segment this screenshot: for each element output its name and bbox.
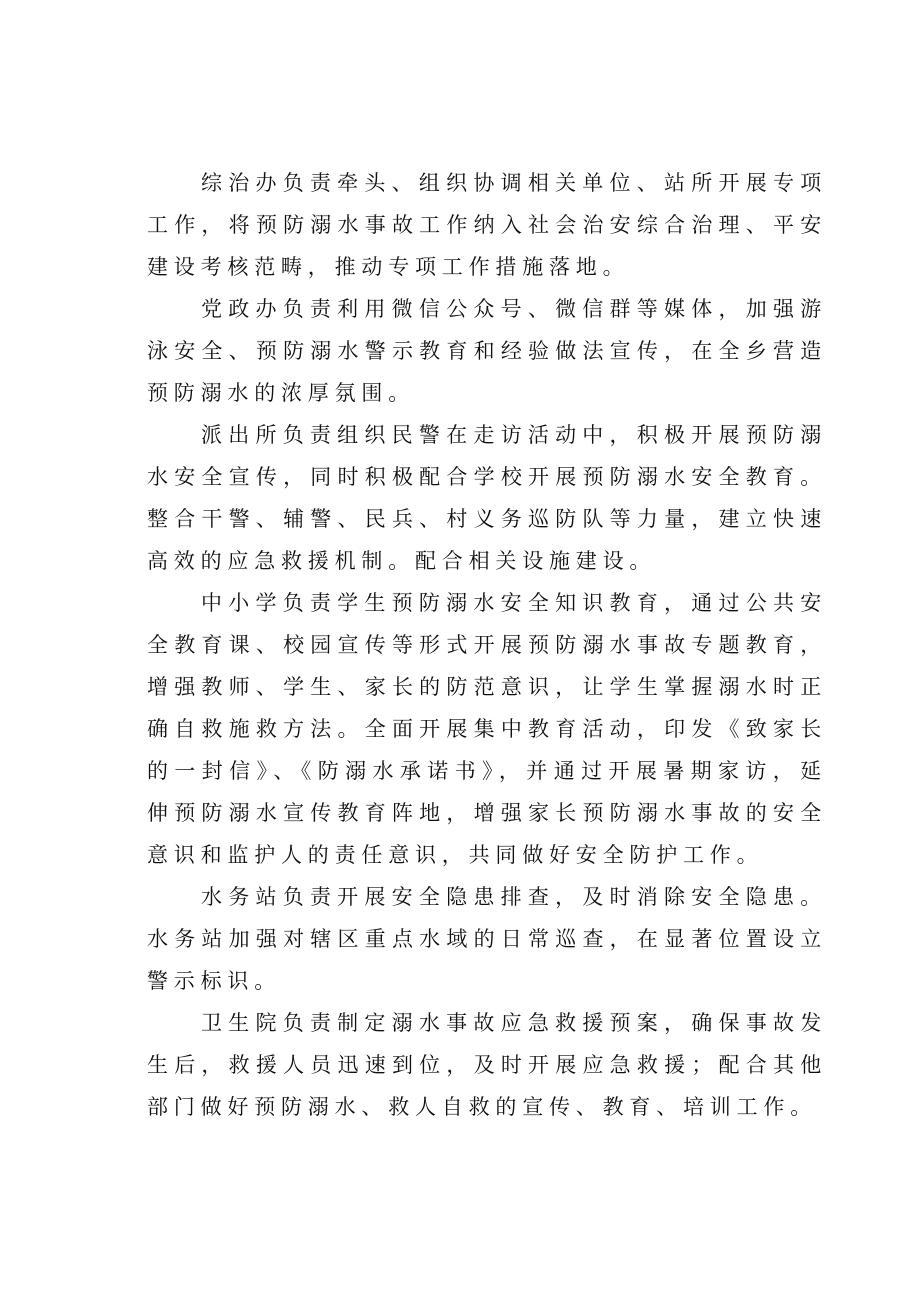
document-body — [147, 162, 827, 1128]
paragraph-police-station: 派出所负责组织民警在走访活动中，积极开展预防溺水安全宣传，同时积极配合学校开展预防溺水安全教育。整合干警、辅警、民兵、村义务巡防队等力量，建立快速高效的应急救援机制。配合相关设施建设。 — [147, 423, 827, 573]
paragraph-water-station: 水务站负责开展安全隐患排查，及时消除安全隐患。水务站加强对辖区重点水域的日常巡查，在显著位置设立警示标识。 — [147, 885, 827, 993]
paragraph-schools: 中小学负责学生预防溺水安全知识教育，通过公共安全教育课、校园宣传等形式开展预防溺水事故专题教育，增强教师、学生、家长的防范意识，让学生掌握溺水时正确自救施救方法。全面开展集中教育活动，印发《致家长的一封信》、《防溺水承诺书》，并通过开展暑期家访，延伸预防溺水宣传教育阵地，增强家长预防溺水事故的安全意识和监护人的责任意识，共同做好安全防护工作。 — [147, 591, 827, 867]
paragraph-party-office: 党政办负责利用微信公众号、微信群等媒体，加强游泳安全、预防溺水警示教育和经验做法宣传，在全乡营造预防溺水的浓厚氛围。 — [147, 297, 827, 405]
paragraph-health-center: 卫生院负责制定溺水事故应急救援预案，确保事故发生后，救援人员迅速到位，及时开展应急救援；配合其他部门做好预防溺水、救人自救的宣传、教育、培训工作。 — [147, 1011, 827, 1119]
paragraph-comprehensive-office: 综治办负责牵头、组织协调相关单位、站所开展专项工作，将预防溺水事故工作纳入社会治安综合治理、平安建设考核范畴，推动专项工作措施落地。 — [147, 171, 827, 279]
